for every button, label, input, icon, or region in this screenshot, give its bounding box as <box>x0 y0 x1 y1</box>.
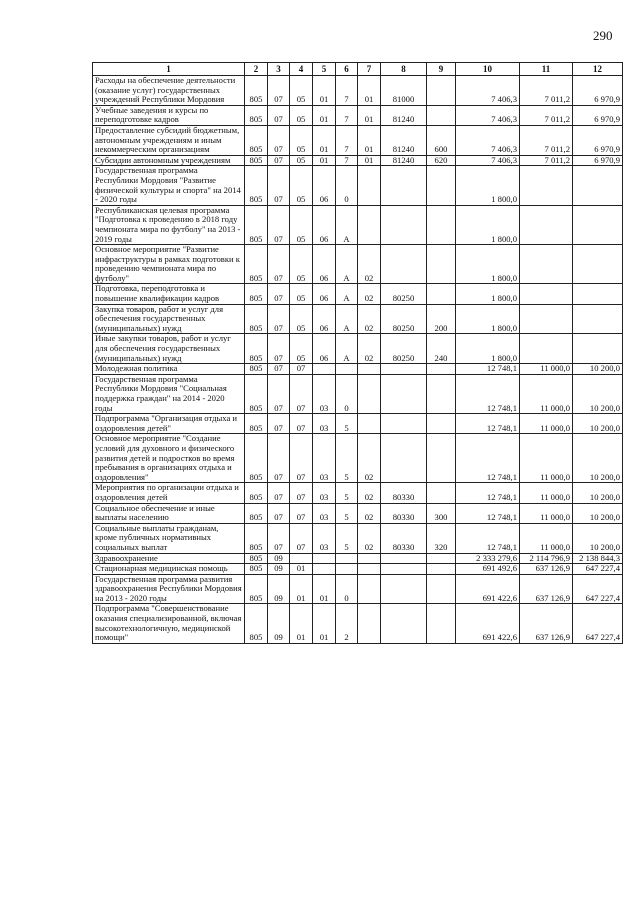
section-code-cell: 07 <box>268 125 290 155</box>
section-code-cell: 07 <box>268 434 290 483</box>
subsection-code-cell: 05 <box>290 304 313 334</box>
table-row <box>93 166 623 205</box>
program-code-cell: 06 <box>313 334 336 364</box>
amount-2017-cell: 11 000,0 <box>520 414 573 434</box>
admin-code-cell: 805 <box>245 414 268 434</box>
amount-2016-cell: 12 748,1 <box>456 483 520 503</box>
event-code-cell: 02 <box>358 245 381 284</box>
subsection-code-cell: 07 <box>290 483 313 503</box>
section-code-cell: 07 <box>268 76 290 106</box>
column-header: 10 <box>456 63 520 76</box>
direction-code-cell: 80330 <box>381 483 427 503</box>
expense-type-cell <box>427 76 456 106</box>
program-code-cell: 03 <box>313 434 336 483</box>
table-row <box>93 374 623 413</box>
table-row <box>93 284 623 304</box>
amount-2017-cell: 11 000,0 <box>520 374 573 413</box>
direction-code-cell: 80330 <box>381 503 427 523</box>
expense-type-cell <box>427 205 456 244</box>
subprogram-code-cell <box>336 564 358 575</box>
table-row <box>93 304 623 334</box>
section-code-cell: 07 <box>268 523 290 553</box>
amount-2017-cell: 11 000,0 <box>520 364 573 375</box>
event-code-cell <box>358 374 381 413</box>
program-code-cell: 03 <box>313 483 336 503</box>
program-code-cell: 01 <box>313 574 336 604</box>
admin-code-cell: 805 <box>245 304 268 334</box>
event-code-cell: 02 <box>358 304 381 334</box>
expense-type-cell <box>427 166 456 205</box>
expense-type-cell <box>427 245 456 284</box>
column-header: 5 <box>313 63 336 76</box>
amount-2018-cell: 10 200,0 <box>573 414 623 434</box>
program-code-cell: 03 <box>313 374 336 413</box>
direction-code-cell <box>381 414 427 434</box>
amount-2018-cell <box>573 245 623 284</box>
section-code-cell: 07 <box>268 205 290 244</box>
amount-2017-cell: 637 126,9 <box>520 564 573 575</box>
subprogram-code-cell: 5 <box>336 434 358 483</box>
admin-code-cell: 805 <box>245 564 268 575</box>
admin-code-cell: 805 <box>245 574 268 604</box>
amount-2018-cell: 2 138 844,3 <box>573 553 623 564</box>
amount-2017-cell <box>520 245 573 284</box>
expense-type-cell <box>427 364 456 375</box>
section-code-cell: 09 <box>268 553 290 564</box>
amount-2018-cell: 6 970,9 <box>573 76 623 106</box>
admin-code-cell: 805 <box>245 364 268 375</box>
column-header: 11 <box>520 63 573 76</box>
event-code-cell <box>358 166 381 205</box>
amount-2018-cell: 647 227,4 <box>573 564 623 575</box>
admin-code-cell: 805 <box>245 125 268 155</box>
expense-type-cell <box>427 483 456 503</box>
admin-code-cell: 805 <box>245 76 268 106</box>
section-code-cell: 07 <box>268 364 290 375</box>
amount-2017-cell: 11 000,0 <box>520 503 573 523</box>
subprogram-code-cell: А <box>336 245 358 284</box>
subsection-code-cell: 05 <box>290 245 313 284</box>
subsection-code-cell: 01 <box>290 564 313 575</box>
amount-2016-cell: 691 492,6 <box>456 564 520 575</box>
amount-2017-cell: 7 011,2 <box>520 76 573 106</box>
expense-type-cell: 200 <box>427 304 456 334</box>
section-code-cell: 07 <box>268 105 290 125</box>
amount-2018-cell: 10 200,0 <box>573 374 623 413</box>
event-code-cell: 02 <box>358 334 381 364</box>
amount-2017-cell: 2 114 796,9 <box>520 553 573 564</box>
row-name-cell: Стационарная медицинская помощь <box>93 564 245 575</box>
amount-2016-cell: 12 748,1 <box>456 374 520 413</box>
column-header: 1 <box>93 63 245 76</box>
section-code-cell: 07 <box>268 284 290 304</box>
row-name-cell: Учебные заведения и курсы по переподготовке кадров <box>93 105 245 125</box>
row-name-cell: Государственная программа Республики Мордовия "Социальная поддержка граждан" на 2014 - 2020 годы <box>93 374 245 413</box>
section-code-cell: 09 <box>268 564 290 575</box>
direction-code-cell: 80330 <box>381 523 427 553</box>
admin-code-cell: 805 <box>245 166 268 205</box>
direction-code-cell <box>381 374 427 413</box>
expense-type-cell: 300 <box>427 503 456 523</box>
program-code-cell: 06 <box>313 245 336 284</box>
amount-2017-cell: 637 126,9 <box>520 574 573 604</box>
subprogram-code-cell: 7 <box>336 125 358 155</box>
program-code-cell: 06 <box>313 284 336 304</box>
table-row <box>93 334 623 364</box>
row-name-cell: Подготовка, переподготовка и повышение квалификации кадров <box>93 284 245 304</box>
subprogram-code-cell <box>336 553 358 564</box>
amount-2016-cell: 12 748,1 <box>456 523 520 553</box>
event-code-cell: 01 <box>358 125 381 155</box>
direction-code-cell: 80250 <box>381 304 427 334</box>
program-code-cell: 03 <box>313 503 336 523</box>
program-code-cell <box>313 564 336 575</box>
column-header: 12 <box>573 63 623 76</box>
expense-type-cell <box>427 553 456 564</box>
table-row <box>93 434 623 483</box>
amount-2017-cell <box>520 334 573 364</box>
amount-2017-cell <box>520 166 573 205</box>
amount-2018-cell: 10 200,0 <box>573 503 623 523</box>
subprogram-code-cell: 7 <box>336 76 358 106</box>
subsection-code-cell: 07 <box>290 374 313 413</box>
column-header: 6 <box>336 63 358 76</box>
amount-2018-cell: 10 200,0 <box>573 523 623 553</box>
section-code-cell: 07 <box>268 155 290 166</box>
table-row <box>93 245 623 284</box>
direction-code-cell: 80250 <box>381 284 427 304</box>
column-header: 3 <box>268 63 290 76</box>
expense-type-cell: 320 <box>427 523 456 553</box>
amount-2018-cell: 647 227,4 <box>573 574 623 604</box>
event-code-cell: 01 <box>358 76 381 106</box>
row-name-cell: Субсидии автономным учреждениям <box>93 155 245 166</box>
admin-code-cell: 805 <box>245 334 268 364</box>
direction-code-cell <box>381 564 427 575</box>
subprogram-code-cell: А <box>336 284 358 304</box>
amount-2016-cell: 691 422,6 <box>456 604 520 643</box>
admin-code-cell: 805 <box>245 434 268 483</box>
row-name-cell: Мероприятия по организации отдыха и оздоровления детей <box>93 483 245 503</box>
expense-type-cell <box>427 374 456 413</box>
admin-code-cell: 805 <box>245 523 268 553</box>
admin-code-cell: 805 <box>245 245 268 284</box>
event-code-cell: 01 <box>358 105 381 125</box>
amount-2018-cell <box>573 205 623 244</box>
amount-2016-cell: 12 748,1 <box>456 503 520 523</box>
table-row <box>93 414 623 434</box>
amount-2016-cell: 12 748,1 <box>456 414 520 434</box>
amount-2018-cell: 6 970,9 <box>573 105 623 125</box>
table-row <box>93 564 623 575</box>
row-name-cell: Основное мероприятие "Развитие инфраструктуры в рамках подготовки к проведению чемпионата мира по футболу" <box>93 245 245 284</box>
admin-code-cell: 805 <box>245 604 268 643</box>
subprogram-code-cell <box>336 364 358 375</box>
expense-type-cell <box>427 564 456 575</box>
row-name-cell: Иные закупки товаров, работ и услуг для обеспечения государственных (муниципальных) нужд <box>93 334 245 364</box>
section-code-cell: 07 <box>268 374 290 413</box>
subsection-code-cell: 07 <box>290 434 313 483</box>
amount-2016-cell: 1 800,0 <box>456 245 520 284</box>
program-code-cell: 01 <box>313 76 336 106</box>
amount-2016-cell: 12 748,1 <box>456 434 520 483</box>
program-code-cell: 03 <box>313 414 336 434</box>
amount-2018-cell <box>573 284 623 304</box>
amount-2017-cell: 11 000,0 <box>520 434 573 483</box>
row-name-cell: Государственная программа развития здравоохранения Республики Мордовия на 2013 - 2020 годы <box>93 574 245 604</box>
table-row <box>93 364 623 375</box>
row-name-cell: Молодежная политика <box>93 364 245 375</box>
amount-2018-cell <box>573 334 623 364</box>
section-code-cell: 07 <box>268 304 290 334</box>
amount-2017-cell: 11 000,0 <box>520 523 573 553</box>
direction-code-cell: 81240 <box>381 125 427 155</box>
section-code-cell: 09 <box>268 574 290 604</box>
amount-2016-cell: 7 406,3 <box>456 105 520 125</box>
direction-code-cell <box>381 553 427 564</box>
subsection-code-cell: 07 <box>290 503 313 523</box>
table-row <box>93 125 623 155</box>
table-body <box>93 76 623 644</box>
table-row <box>93 553 623 564</box>
amount-2017-cell: 637 126,9 <box>520 604 573 643</box>
admin-code-cell: 805 <box>245 374 268 413</box>
section-code-cell: 07 <box>268 414 290 434</box>
table-row <box>93 76 623 106</box>
event-code-cell: 02 <box>358 523 381 553</box>
subsection-code-cell: 07 <box>290 523 313 553</box>
subsection-code-cell: 05 <box>290 334 313 364</box>
subsection-code-cell: 05 <box>290 205 313 244</box>
expense-type-cell <box>427 434 456 483</box>
event-code-cell <box>358 604 381 643</box>
subsection-code-cell: 07 <box>290 414 313 434</box>
amount-2016-cell: 7 406,3 <box>456 76 520 106</box>
subsection-code-cell: 05 <box>290 105 313 125</box>
amount-2017-cell <box>520 304 573 334</box>
expense-type-cell <box>427 604 456 643</box>
table-row <box>93 604 623 643</box>
event-code-cell: 02 <box>358 434 381 483</box>
amount-2017-cell: 7 011,2 <box>520 105 573 125</box>
event-code-cell: 02 <box>358 284 381 304</box>
event-code-cell <box>358 564 381 575</box>
amount-2017-cell: 7 011,2 <box>520 155 573 166</box>
program-code-cell: 06 <box>313 205 336 244</box>
event-code-cell <box>358 205 381 244</box>
amount-2017-cell <box>520 284 573 304</box>
amount-2016-cell: 691 422,6 <box>456 574 520 604</box>
row-name-cell: Государственная программа Республики Мордовия "Развитие физической культуры и спорта" на 2014 - 2020 годы <box>93 166 245 205</box>
expense-type-cell: 600 <box>427 125 456 155</box>
amount-2018-cell: 10 200,0 <box>573 434 623 483</box>
table-header-row <box>93 63 623 76</box>
subprogram-code-cell: 5 <box>336 523 358 553</box>
amount-2017-cell: 7 011,2 <box>520 125 573 155</box>
amount-2016-cell: 12 748,1 <box>456 364 520 375</box>
direction-code-cell <box>381 574 427 604</box>
table-row <box>93 503 623 523</box>
expense-type-cell <box>427 105 456 125</box>
column-header: 7 <box>358 63 381 76</box>
amount-2018-cell <box>573 304 623 334</box>
expense-type-cell <box>427 414 456 434</box>
direction-code-cell <box>381 245 427 284</box>
program-code-cell <box>313 364 336 375</box>
amount-2016-cell: 1 800,0 <box>456 166 520 205</box>
column-header: 9 <box>427 63 456 76</box>
subprogram-code-cell: А <box>336 304 358 334</box>
subprogram-code-cell: 7 <box>336 105 358 125</box>
subprogram-code-cell: 5 <box>336 414 358 434</box>
admin-code-cell: 805 <box>245 105 268 125</box>
amount-2016-cell: 2 333 279,6 <box>456 553 520 564</box>
subprogram-code-cell: 0 <box>336 166 358 205</box>
table-row <box>93 155 623 166</box>
amount-2018-cell: 6 970,9 <box>573 155 623 166</box>
amount-2018-cell: 10 200,0 <box>573 483 623 503</box>
table-row <box>93 574 623 604</box>
subprogram-code-cell: 5 <box>336 503 358 523</box>
program-code-cell: 01 <box>313 125 336 155</box>
event-code-cell <box>358 414 381 434</box>
section-code-cell: 07 <box>268 503 290 523</box>
row-name-cell: Социальные выплаты гражданам, кроме публичных нормативных социальных выплат <box>93 523 245 553</box>
subsection-code-cell <box>290 553 313 564</box>
expense-type-cell: 240 <box>427 334 456 364</box>
amount-2016-cell: 1 800,0 <box>456 205 520 244</box>
row-name-cell: Закупка товаров, работ и услуг для обеспечения государственных (муниципальных) нужд <box>93 304 245 334</box>
program-code-cell: 01 <box>313 105 336 125</box>
row-name-cell: Здравоохранение <box>93 553 245 564</box>
row-name-cell: Социальное обеспечение и иные выплаты населению <box>93 503 245 523</box>
admin-code-cell: 805 <box>245 284 268 304</box>
amount-2016-cell: 1 800,0 <box>456 304 520 334</box>
section-code-cell: 07 <box>268 245 290 284</box>
event-code-cell: 02 <box>358 483 381 503</box>
admin-code-cell: 805 <box>245 553 268 564</box>
subsection-code-cell: 05 <box>290 76 313 106</box>
subprogram-code-cell: 2 <box>336 604 358 643</box>
program-code-cell: 01 <box>313 155 336 166</box>
event-code-cell <box>358 553 381 564</box>
amount-2016-cell: 7 406,3 <box>456 155 520 166</box>
event-code-cell <box>358 364 381 375</box>
direction-code-cell: 80250 <box>381 334 427 364</box>
program-code-cell: 06 <box>313 166 336 205</box>
direction-code-cell: 81000 <box>381 76 427 106</box>
row-name-cell: Предоставление субсидий бюджетным, автономным учреждениям и иным некоммерческим организациям <box>93 125 245 155</box>
row-name-cell: Подпрограмма "Организация отдыха и оздоровления детей" <box>93 414 245 434</box>
event-code-cell: 01 <box>358 155 381 166</box>
program-code-cell: 01 <box>313 604 336 643</box>
row-name-cell: Основное мероприятие "Создание условий для духовного и физического развития детей и подростков во время пребывания в организациях отдыха и оздоровления" <box>93 434 245 483</box>
subprogram-code-cell: 7 <box>336 155 358 166</box>
table-row <box>93 523 623 553</box>
subsection-code-cell: 01 <box>290 604 313 643</box>
program-code-cell: 03 <box>313 523 336 553</box>
program-code-cell: 06 <box>313 304 336 334</box>
subsection-code-cell: 05 <box>290 125 313 155</box>
table-row <box>93 105 623 125</box>
direction-code-cell <box>381 604 427 643</box>
expense-type-cell <box>427 574 456 604</box>
subsection-code-cell: 05 <box>290 166 313 205</box>
direction-code-cell: 81240 <box>381 155 427 166</box>
section-code-cell: 07 <box>268 483 290 503</box>
subsection-code-cell: 05 <box>290 284 313 304</box>
budget-table <box>92 62 623 644</box>
subprogram-code-cell: А <box>336 334 358 364</box>
row-name-cell: Подпрограмма "Совершенствование оказания специализированной, включая высокотехнологичную, медицинской помощи" <box>93 604 245 643</box>
program-code-cell <box>313 553 336 564</box>
amount-2017-cell: 11 000,0 <box>520 483 573 503</box>
section-code-cell: 07 <box>268 166 290 205</box>
subsection-code-cell: 05 <box>290 155 313 166</box>
section-code-cell: 09 <box>268 604 290 643</box>
amount-2018-cell <box>573 166 623 205</box>
table-row <box>93 205 623 244</box>
direction-code-cell <box>381 434 427 483</box>
amount-2016-cell: 1 800,0 <box>456 334 520 364</box>
table-row <box>93 483 623 503</box>
admin-code-cell: 805 <box>245 503 268 523</box>
column-header: 4 <box>290 63 313 76</box>
page-number: 290 <box>593 28 613 43</box>
admin-code-cell: 805 <box>245 483 268 503</box>
amount-2017-cell <box>520 205 573 244</box>
direction-code-cell <box>381 166 427 205</box>
admin-code-cell: 805 <box>245 205 268 244</box>
amount-2018-cell: 647 227,4 <box>573 604 623 643</box>
amount-2018-cell: 6 970,9 <box>573 125 623 155</box>
amount-2016-cell: 7 406,3 <box>456 125 520 155</box>
event-code-cell <box>358 574 381 604</box>
column-header: 8 <box>381 63 427 76</box>
amount-2016-cell: 1 800,0 <box>456 284 520 304</box>
expense-type-cell <box>427 284 456 304</box>
subprogram-code-cell: А <box>336 205 358 244</box>
row-name-cell: Республиканская целевая программа "Подготовка к проведению в 2018 году чемпионата мира по футболу" на 2013 - 2019 годы <box>93 205 245 244</box>
direction-code-cell: 81240 <box>381 105 427 125</box>
amount-2018-cell: 10 200,0 <box>573 364 623 375</box>
section-code-cell: 07 <box>268 334 290 364</box>
expense-type-cell: 620 <box>427 155 456 166</box>
row-name-cell: Расходы на обеспечение деятельности (оказание услуг) государственных учреждений Республики Мордовия <box>93 76 245 106</box>
column-header: 2 <box>245 63 268 76</box>
subprogram-code-cell: 5 <box>336 483 358 503</box>
event-code-cell: 02 <box>358 503 381 523</box>
subsection-code-cell: 07 <box>290 364 313 375</box>
admin-code-cell: 805 <box>245 155 268 166</box>
direction-code-cell <box>381 205 427 244</box>
subprogram-code-cell: 0 <box>336 374 358 413</box>
subprogram-code-cell: 0 <box>336 574 358 604</box>
direction-code-cell <box>381 364 427 375</box>
subsection-code-cell: 01 <box>290 574 313 604</box>
